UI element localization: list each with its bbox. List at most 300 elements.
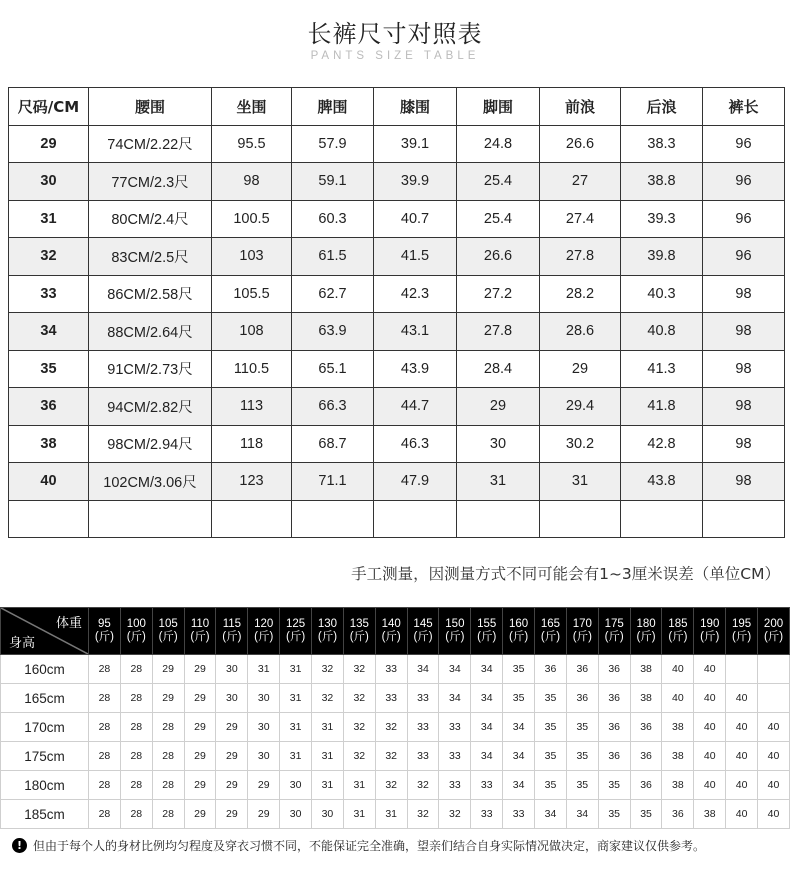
size-value-cell: 39.3 <box>621 200 703 238</box>
size-recommendation-cell: 36 <box>662 800 694 829</box>
size-recommendation-cell: 40 <box>662 655 694 684</box>
size-recommendation-cell: 32 <box>343 655 375 684</box>
size-header-cell: 膝围 <box>374 88 457 126</box>
size-value-cell: 63.9 <box>292 313 374 351</box>
size-recommendation-cell: 29 <box>248 771 280 800</box>
weight-value: 125 <box>285 618 306 630</box>
size-header-cell: 腰围 <box>89 88 212 126</box>
size-recommendation-cell: 35 <box>535 742 567 771</box>
size-recommendation-cell: 28 <box>89 684 121 713</box>
size-recommendation-cell: 35 <box>598 771 630 800</box>
corner-weight-label: 体重 <box>55 615 82 630</box>
size-recommendation-cell: 31 <box>375 800 407 829</box>
weight-value: 160 <box>509 618 529 630</box>
size-recommendation-cell: 35 <box>566 713 598 742</box>
weight-header-cell <box>343 608 375 655</box>
size-recommendation-cell: 40 <box>694 655 726 684</box>
size-recommendation-cell: 35 <box>503 655 535 684</box>
size-recommendation-cell: 28 <box>120 713 152 742</box>
size-value-cell: 98 <box>703 350 785 388</box>
size-recommendation-cell: 32 <box>407 771 439 800</box>
size-recommendation-cell: 36 <box>630 742 662 771</box>
size-recommendation-cell: 34 <box>471 713 503 742</box>
size-value-cell <box>89 500 212 538</box>
size-recommendation-cell: 40 <box>726 684 758 713</box>
size-recommendation-cell: 33 <box>375 655 407 684</box>
size-value-cell: 46.3 <box>374 425 457 463</box>
size-value-cell: 43.8 <box>621 463 703 501</box>
size-value-cell: 98 <box>212 163 292 201</box>
weight-value: 170 <box>572 618 592 630</box>
weight-header-cell <box>598 608 630 655</box>
size-recommendation-cell: 36 <box>630 713 662 742</box>
weight-value: 190 <box>700 618 720 630</box>
size-row <box>9 388 785 426</box>
size-row <box>9 200 785 238</box>
size-value-cell: 62.7 <box>292 275 374 313</box>
size-row <box>9 313 785 351</box>
weight-value: 155 <box>477 618 497 630</box>
size-value-cell: 100.5 <box>212 200 292 238</box>
size-recommendation-cell: 40 <box>694 742 726 771</box>
size-recommendation-cell <box>726 655 758 684</box>
size-recommendation-cell: 33 <box>375 684 407 713</box>
weight-unit: (斤) <box>158 631 178 643</box>
size-recommendation-cell: 31 <box>280 684 312 713</box>
size-recommendation-cell: 38 <box>662 742 694 771</box>
weight-value: 100 <box>126 618 146 630</box>
height-label-cell: 160cm <box>1 655 89 684</box>
size-row <box>9 163 785 201</box>
size-value-cell: 60.3 <box>292 200 374 238</box>
size-value-cell: 66.3 <box>292 388 374 426</box>
weight-header-cell <box>503 608 535 655</box>
size-recommendation-cell: 40 <box>662 684 694 713</box>
warning-icon: ! <box>12 838 27 853</box>
height-label-cell: 175cm <box>1 742 89 771</box>
size-recommendation-cell: 31 <box>280 713 312 742</box>
size-recommendation-cell: 40 <box>726 742 758 771</box>
size-recommendation-cell: 29 <box>152 655 184 684</box>
size-value-cell: 43.1 <box>374 313 457 351</box>
size-label-cell: 38 <box>9 425 89 463</box>
size-value-cell: 24.8 <box>457 125 540 163</box>
size-recommendation-cell: 34 <box>439 655 471 684</box>
page-subtitle: PANTS SIZE TABLE <box>310 50 480 62</box>
size-recommendation-cell: 28 <box>152 713 184 742</box>
weight-value: 135 <box>349 618 369 630</box>
size-value-cell: 86CM/2.58尺 <box>89 275 212 313</box>
size-value-cell: 96 <box>703 238 785 276</box>
size-recommendation-cell: 35 <box>535 684 567 713</box>
weight-unit: (斤) <box>700 631 720 643</box>
size-value-cell: 98CM/2.94尺 <box>89 425 212 463</box>
size-value-cell: 40.8 <box>621 313 703 351</box>
size-header-cell: 脾围 <box>292 88 374 126</box>
size-recommendation-cell: 30 <box>280 800 312 829</box>
size-recommendation-cell: 29 <box>184 771 216 800</box>
size-recommendation-cell: 30 <box>248 713 280 742</box>
size-value-cell: 98 <box>703 388 785 426</box>
weight-value: 120 <box>254 618 274 630</box>
size-recommendation-cell: 30 <box>312 800 344 829</box>
weight-unit: (斤) <box>286 631 306 643</box>
size-value-cell: 98 <box>703 275 785 313</box>
weight-unit: (斤) <box>445 631 465 643</box>
size-recommendation-cell: 32 <box>343 684 375 713</box>
size-recommendation-cell: 30 <box>248 742 280 771</box>
size-value-cell: 108 <box>212 313 292 351</box>
size-recommendation-cell: 36 <box>598 655 630 684</box>
size-recommendation-cell: 35 <box>535 771 567 800</box>
weight-header-cell <box>312 608 344 655</box>
size-value-cell: 94CM/2.82尺 <box>89 388 212 426</box>
size-value-cell: 105.5 <box>212 275 292 313</box>
size-recommendation-cell: 34 <box>535 800 567 829</box>
size-value-cell: 42.8 <box>621 425 703 463</box>
weight-unit: (斤) <box>509 631 529 643</box>
size-recommendation-cell: 28 <box>120 742 152 771</box>
size-header-cell: 裤长 <box>703 88 785 126</box>
size-value-cell: 95.5 <box>212 125 292 163</box>
weight-header-cell <box>407 608 439 655</box>
size-value-cell: 31 <box>457 463 540 501</box>
weight-value: 175 <box>604 618 624 630</box>
size-value-cell: 41.5 <box>374 238 457 276</box>
height-label-cell: 170cm <box>1 713 89 742</box>
size-value-cell <box>703 500 785 538</box>
size-value-cell <box>621 500 703 538</box>
weight-unit: (斤) <box>540 631 561 643</box>
size-recommendation-cell: 35 <box>503 684 535 713</box>
size-header-cell: 尺码/CM <box>9 88 89 126</box>
size-label-cell <box>9 500 89 538</box>
size-value-cell: 27 <box>540 163 621 201</box>
weight-header-cell <box>248 608 280 655</box>
weight-unit: (斤) <box>349 631 369 643</box>
size-value-cell: 103 <box>212 238 292 276</box>
size-value-cell: 38.8 <box>621 163 703 201</box>
size-header-cell: 脚围 <box>457 88 540 126</box>
size-recommendation-cell: 29 <box>216 771 248 800</box>
size-recommendation-cell: 40 <box>694 771 726 800</box>
size-recommendation-cell: 33 <box>471 800 503 829</box>
size-value-cell: 74CM/2.22尺 <box>89 125 212 163</box>
size-value-cell: 30.2 <box>540 425 621 463</box>
weight-unit: (斤) <box>317 631 338 643</box>
weight-unit: (斤) <box>477 631 497 643</box>
size-recommendation-cell: 28 <box>152 771 184 800</box>
size-recommendation-cell: 40 <box>758 771 790 800</box>
size-value-cell <box>212 500 292 538</box>
weight-header-cell <box>152 608 184 655</box>
size-recommendation-cell: 31 <box>280 655 312 684</box>
size-recommendation-cell: 40 <box>694 684 726 713</box>
size-value-cell: 39.9 <box>374 163 457 201</box>
size-row <box>9 238 785 276</box>
size-recommendation-cell: 38 <box>630 655 662 684</box>
size-recommendation-cell: 30 <box>216 655 248 684</box>
size-value-cell: 30 <box>457 425 540 463</box>
weight-header-cell <box>630 608 662 655</box>
size-recommendation-cell: 32 <box>312 684 344 713</box>
size-recommendation-cell: 31 <box>343 800 375 829</box>
weight-unit: (斤) <box>222 631 242 643</box>
size-recommendation-cell: 38 <box>694 800 726 829</box>
hw-row <box>1 771 790 800</box>
size-recommendation-cell: 33 <box>407 684 439 713</box>
size-recommendation-cell: 29 <box>184 800 216 829</box>
size-recommendation-cell: 29 <box>248 800 280 829</box>
weight-value: 200 <box>763 618 784 630</box>
size-value-cell <box>457 500 540 538</box>
size-recommendation-cell: 32 <box>375 742 407 771</box>
size-recommendation-cell: 28 <box>120 684 152 713</box>
size-recommendation-cell: 32 <box>375 713 407 742</box>
size-recommendation-cell: 28 <box>89 800 121 829</box>
size-value-cell: 77CM/2.3尺 <box>89 163 212 201</box>
weight-value: 165 <box>540 618 561 630</box>
size-recommendation-cell: 34 <box>566 800 598 829</box>
size-value-cell: 65.1 <box>292 350 374 388</box>
size-value-cell: 91CM/2.73尺 <box>89 350 212 388</box>
weight-unit: (斤) <box>381 631 401 643</box>
weight-value: 95 <box>98 618 111 630</box>
size-recommendation-cell: 40 <box>758 713 790 742</box>
size-value-cell: 98 <box>703 425 785 463</box>
size-value-cell: 26.6 <box>457 238 540 276</box>
size-recommendation-cell: 32 <box>375 771 407 800</box>
size-recommendation-cell: 29 <box>216 800 248 829</box>
size-value-cell: 40.3 <box>621 275 703 313</box>
weight-unit: (斤) <box>413 631 433 643</box>
size-recommendation-cell: 35 <box>566 742 598 771</box>
size-value-cell: 29 <box>540 350 621 388</box>
size-recommendation-cell: 28 <box>152 800 184 829</box>
size-recommendation-cell: 29 <box>216 742 248 771</box>
weight-unit: (斤) <box>763 631 784 643</box>
size-recommendation-cell: 36 <box>598 713 630 742</box>
size-value-cell: 27.8 <box>457 313 540 351</box>
disclaimer <box>12 837 705 854</box>
weight-header-cell <box>280 608 312 655</box>
size-recommendation-cell: 32 <box>407 800 439 829</box>
size-recommendation-cell: 38 <box>662 713 694 742</box>
height-label-cell: 185cm <box>1 800 89 829</box>
size-recommendation-cell: 29 <box>216 713 248 742</box>
weight-value: 110 <box>190 618 210 630</box>
size-recommendation-cell <box>758 655 790 684</box>
size-value-cell: 59.1 <box>292 163 374 201</box>
size-recommendation-cell: 34 <box>503 713 535 742</box>
size-value-cell: 113 <box>212 388 292 426</box>
size-label-cell: 33 <box>9 275 89 313</box>
size-recommendation-cell: 36 <box>566 655 598 684</box>
size-label-cell: 35 <box>9 350 89 388</box>
size-recommendation-cell: 40 <box>726 800 758 829</box>
size-recommendation-cell <box>758 684 790 713</box>
size-recommendation-cell: 31 <box>343 771 375 800</box>
hw-row <box>1 684 790 713</box>
size-value-cell: 96 <box>703 200 785 238</box>
size-value-cell: 43.9 <box>374 350 457 388</box>
size-label-cell: 34 <box>9 313 89 351</box>
size-value-cell: 29.4 <box>540 388 621 426</box>
size-row <box>9 463 785 501</box>
size-value-cell: 88CM/2.64尺 <box>89 313 212 351</box>
size-value-cell: 57.9 <box>292 125 374 163</box>
size-recommendation-cell: 34 <box>471 684 503 713</box>
size-value-cell: 80CM/2.4尺 <box>89 200 212 238</box>
size-label-cell: 31 <box>9 200 89 238</box>
size-recommendation-cell: 34 <box>503 771 535 800</box>
hw-corner-cell <box>1 608 89 655</box>
weight-unit: (斤) <box>94 631 115 643</box>
corner-height-label: 身高 <box>9 635 36 650</box>
size-recommendation-cell: 38 <box>630 684 662 713</box>
hw-row <box>1 742 790 771</box>
size-recommendation-cell: 32 <box>343 742 375 771</box>
height-weight-table <box>0 607 790 829</box>
page-title: 长裤尺寸对照表 <box>307 20 483 48</box>
size-recommendation-cell: 28 <box>152 742 184 771</box>
size-recommendation-cell: 40 <box>726 771 758 800</box>
size-recommendation-cell: 31 <box>312 742 344 771</box>
weight-unit: (斤) <box>668 631 688 643</box>
size-recommendation-cell: 31 <box>280 742 312 771</box>
weight-value: 105 <box>158 618 178 630</box>
size-label-cell: 29 <box>9 125 89 163</box>
weight-header-cell <box>758 608 790 655</box>
hw-row <box>1 800 790 829</box>
weight-header-cell <box>471 608 503 655</box>
weight-unit: (斤) <box>572 631 592 643</box>
size-recommendation-cell: 28 <box>120 771 152 800</box>
weight-value: 150 <box>445 618 465 630</box>
weight-header-cell <box>566 608 598 655</box>
size-label-cell: 30 <box>9 163 89 201</box>
size-value-cell: 28.6 <box>540 313 621 351</box>
size-recommendation-cell: 28 <box>120 655 152 684</box>
size-recommendation-cell: 36 <box>598 684 630 713</box>
weight-unit: (斤) <box>636 631 656 643</box>
size-recommendation-cell: 29 <box>184 684 216 713</box>
size-recommendation-cell: 32 <box>439 800 471 829</box>
size-value-cell: 68.7 <box>292 425 374 463</box>
weight-value: 185 <box>668 618 688 630</box>
size-recommendation-cell: 40 <box>758 800 790 829</box>
size-value-cell: 98 <box>703 463 785 501</box>
size-value-cell: 102CM/3.06尺 <box>89 463 212 501</box>
size-recommendation-cell: 36 <box>598 742 630 771</box>
size-recommendation-cell: 28 <box>89 771 121 800</box>
weight-header-cell <box>439 608 471 655</box>
size-value-cell: 83CM/2.5尺 <box>89 238 212 276</box>
size-recommendation-cell: 32 <box>312 655 344 684</box>
weight-unit: (斤) <box>190 631 210 643</box>
size-recommendation-cell: 29 <box>184 713 216 742</box>
size-value-cell: 38.3 <box>621 125 703 163</box>
size-recommendation-cell: 31 <box>312 713 344 742</box>
size-header-cell: 前浪 <box>540 88 621 126</box>
size-recommendation-cell: 40 <box>758 742 790 771</box>
size-recommendation-cell: 36 <box>535 655 567 684</box>
size-recommendation-cell: 34 <box>407 655 439 684</box>
weight-value: 130 <box>317 618 338 630</box>
size-recommendation-cell: 31 <box>248 655 280 684</box>
size-value-cell <box>540 500 621 538</box>
size-header-cell: 坐围 <box>212 88 292 126</box>
size-value-cell: 28.4 <box>457 350 540 388</box>
size-value-cell: 44.7 <box>374 388 457 426</box>
size-value-cell: 25.4 <box>457 163 540 201</box>
size-recommendation-cell: 34 <box>503 742 535 771</box>
weight-header-cell <box>535 608 567 655</box>
height-label-cell: 165cm <box>1 684 89 713</box>
size-recommendation-cell: 28 <box>89 713 121 742</box>
size-recommendation-cell: 38 <box>662 771 694 800</box>
size-row <box>9 350 785 388</box>
size-value-cell: 25.4 <box>457 200 540 238</box>
size-value-cell: 29 <box>457 388 540 426</box>
hw-row <box>1 655 790 684</box>
size-recommendation-cell: 30 <box>280 771 312 800</box>
size-value-cell: 110.5 <box>212 350 292 388</box>
size-recommendation-cell: 34 <box>439 684 471 713</box>
size-value-cell: 31 <box>540 463 621 501</box>
size-value-cell: 47.9 <box>374 463 457 501</box>
size-value-cell: 27.8 <box>540 238 621 276</box>
size-recommendation-cell: 29 <box>184 742 216 771</box>
weight-value: 180 <box>636 618 656 630</box>
size-row <box>9 425 785 463</box>
size-value-cell: 96 <box>703 125 785 163</box>
size-recommendation-cell: 33 <box>407 713 439 742</box>
size-value-cell: 39.8 <box>621 238 703 276</box>
weight-header-cell <box>662 608 694 655</box>
weight-header-cell <box>184 608 216 655</box>
weight-header-cell <box>89 608 121 655</box>
size-recommendation-cell: 40 <box>694 713 726 742</box>
size-value-cell: 39.1 <box>374 125 457 163</box>
hw-header-row <box>1 608 790 655</box>
size-value-cell: 40.7 <box>374 200 457 238</box>
size-recommendation-cell: 31 <box>312 771 344 800</box>
pants-size-table <box>8 87 785 538</box>
size-recommendation-cell: 40 <box>726 713 758 742</box>
size-value-cell: 41.3 <box>621 350 703 388</box>
size-row <box>9 125 785 163</box>
size-recommendation-cell: 29 <box>184 655 216 684</box>
size-recommendation-cell: 35 <box>535 713 567 742</box>
size-row <box>9 275 785 313</box>
weight-header-cell <box>726 608 758 655</box>
size-value-cell: 96 <box>703 163 785 201</box>
size-label-cell: 36 <box>9 388 89 426</box>
size-recommendation-cell: 35 <box>598 800 630 829</box>
size-recommendation-cell: 33 <box>503 800 535 829</box>
size-recommendation-cell: 34 <box>471 742 503 771</box>
size-value-cell: 42.3 <box>374 275 457 313</box>
weight-unit: (斤) <box>254 631 274 643</box>
size-value-cell: 27.4 <box>540 200 621 238</box>
size-recommendation-cell: 28 <box>89 742 121 771</box>
weight-unit: (斤) <box>604 631 624 643</box>
size-recommendation-cell: 35 <box>566 771 598 800</box>
weight-value: 145 <box>413 618 433 630</box>
size-recommendation-cell: 28 <box>120 800 152 829</box>
disclaimer-text: 但由于每个人的身材比例均匀程度及穿衣习惯不同，不能保证完全准确，望亲们结合自身实际情况做决定，商家建议仅供参考。 <box>33 839 706 853</box>
